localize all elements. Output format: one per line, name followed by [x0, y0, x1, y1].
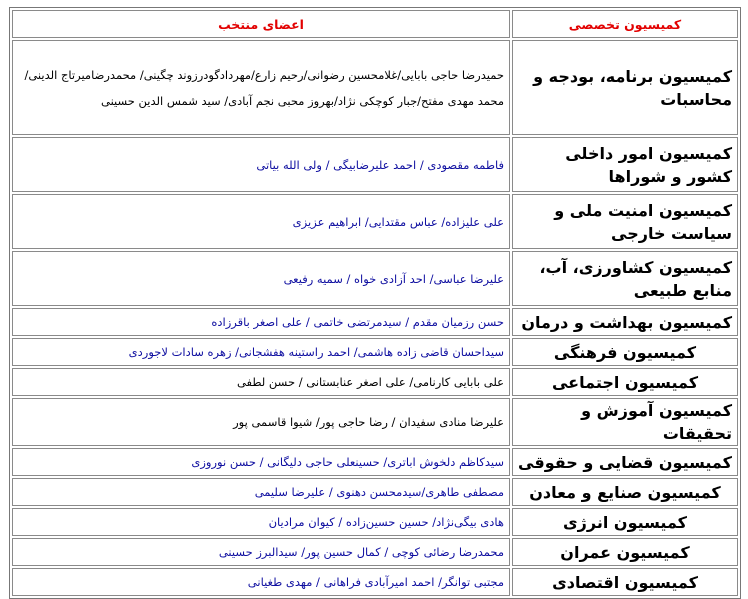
committee-name: کمیسیون آموزش و تحقیقات: [512, 398, 738, 446]
table-row: [12, 137, 738, 192]
committee-name: کمیسیون انرژی: [512, 508, 738, 536]
committee-name: کمیسیون امور داخلی کشور و شوراها: [512, 137, 738, 192]
table-row: [12, 538, 738, 566]
committee-members: محمدرضا رضائی کوچی / کمال حسین پور/ سیدالبرز حسینی: [12, 538, 510, 566]
table-row: [12, 338, 738, 366]
table-row: [12, 448, 738, 476]
committee-members: حسن رزمیان مقدم / سیدمرتضی خاتمی / علی اصغر باقرزاده: [12, 308, 510, 336]
committee-members: حمیدرضا حاجی بابایی/غلامحسین رضوانی/رحیم زارع/مهردادگودرزوند چگینی/ محمدرضامیرتاج الدینی/محمد مهدی مفتح/جبار کوچکی نژاد/بهروز محبی نجم آبادی/ سید شمس الدین حسینی: [12, 40, 510, 135]
committee-members: علیرضا منادی سفیدان / رضا حاجی پور/ شیوا قاسمی پور: [12, 398, 510, 446]
committee-members: سیدکاظم دلخوش اباتری/ حسینعلی حاجی دلیگانی / حسن نوروزی: [12, 448, 510, 476]
committee-members: علیرضا عباسی/ احد آزادی خواه / سمیه رفیعی: [12, 251, 510, 306]
committee-name: کمیسیون عمران: [512, 538, 738, 566]
committee-column-header: کمیسیون تخصصی: [512, 10, 738, 38]
committee-name: کمیسیون اجتماعی: [512, 368, 738, 396]
table-row: [12, 251, 738, 306]
table-row: [12, 194, 738, 249]
table-row: [12, 308, 738, 336]
committee-name: کمیسیون فرهنگی: [512, 338, 738, 366]
committee-members: هادی بیگی‌نژاد/ حسین حسین‌زاده / کیوان مرادیان: [12, 508, 510, 536]
commissions-table: [9, 7, 741, 599]
committee-name: کمیسیون قضایی و حقوقی: [512, 448, 738, 476]
header-row: [12, 10, 738, 38]
members-column-header: اعضای منتخب: [12, 10, 510, 38]
table-row: [12, 368, 738, 396]
committee-name: کمیسیون امنیت ملی و سیاست خارجی: [512, 194, 738, 249]
committee-name: کمیسیون صنایع و معادن: [512, 478, 738, 506]
committee-members: علی بابایی کارنامی/ علی اصغر عنابستانی / حسن لطفی: [12, 368, 510, 396]
committee-name: کمیسیون کشاورزی، آب، منابع طبیعی: [512, 251, 738, 306]
table-row: [12, 40, 738, 135]
table-row: [12, 508, 738, 536]
committee-members: سیداحسان قاضی زاده هاشمی/ احمد راستینه هفشجانی/ زهره سادات لاجوردی: [12, 338, 510, 366]
committee-members: مجتبی توانگر/ احمد امیرآبادی فراهانی / مهدی طغیانی: [12, 568, 510, 596]
table-row: [12, 568, 738, 596]
committee-members: مصطفی طاهری/سیدمحسن دهنوی / علیرضا سلیمی: [12, 478, 510, 506]
table-row: [12, 398, 738, 446]
table-row: [12, 478, 738, 506]
committee-name: کمیسیون بهداشت و درمان: [512, 308, 738, 336]
committee-name: کمیسیون اقتصادی: [512, 568, 738, 596]
committee-name: کمیسیون برنامه، بودجه و محاسبات: [512, 40, 738, 135]
committee-members: علی علیزاده/ عباس مقتدایی/ ابراهیم عزیزی: [12, 194, 510, 249]
committee-members: فاطمه مقصودی / احمد علیرضابیگی / ولی الله بیاتی: [12, 137, 510, 192]
